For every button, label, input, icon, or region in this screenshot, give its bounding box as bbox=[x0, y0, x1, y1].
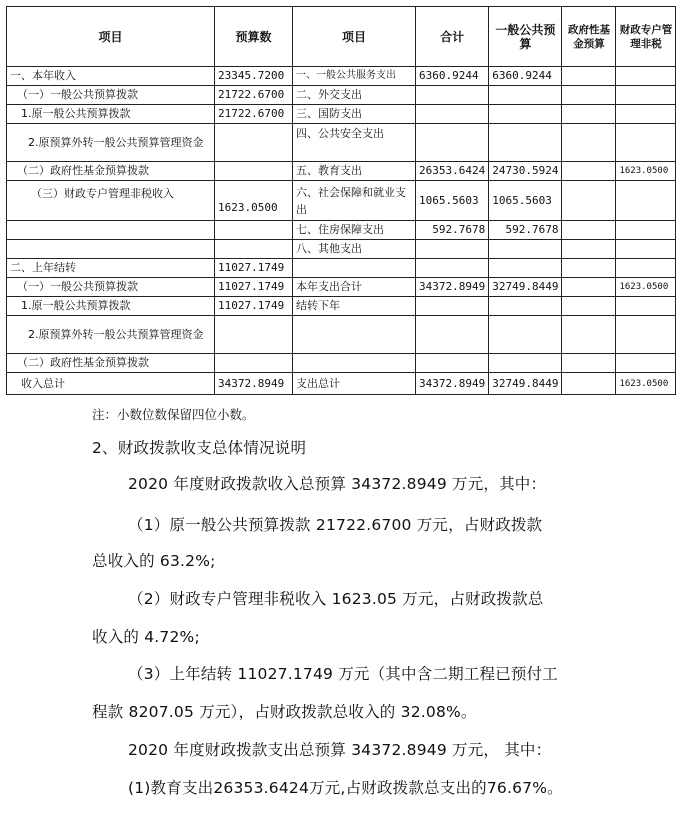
table-row bbox=[7, 297, 676, 316]
table-row bbox=[7, 259, 676, 278]
table-row bbox=[7, 105, 676, 124]
row-fund-value bbox=[562, 124, 616, 162]
row-general-value bbox=[489, 124, 562, 162]
row-income-label bbox=[7, 124, 215, 162]
row-budget-value: 21722.6700 bbox=[215, 105, 293, 124]
row-fund-value bbox=[562, 162, 616, 181]
row-general-value bbox=[489, 240, 562, 259]
row-total-value bbox=[416, 86, 489, 105]
row-expense-label bbox=[293, 354, 416, 373]
header-nontax: 财政专户管理非税 bbox=[616, 7, 676, 67]
income-item-3: （3）上年结转 11027.1749 万元（其中含二期工程已预付工 bbox=[128, 665, 558, 683]
row-budget-value bbox=[215, 162, 293, 181]
row-total-value bbox=[416, 297, 489, 316]
income-item-3-cont: 程款 8207.05 万元），占财政拨款总收入的 32.08%。 bbox=[92, 703, 477, 721]
row-income-label-text: 2.原预算外转一般公共预算管理资金 bbox=[28, 328, 204, 341]
income-summary: 2020 年度财政拨款收入总预算 34372.8949 万元，其中： bbox=[128, 475, 547, 493]
row-nontax-value bbox=[616, 297, 676, 316]
row-total-value: 6360.9244 bbox=[416, 67, 489, 86]
row-total-value: 34372.8949 bbox=[416, 278, 489, 297]
row-general-value: 32749.8449 bbox=[489, 278, 562, 297]
row-fund-value bbox=[562, 373, 616, 395]
table-row bbox=[7, 181, 676, 221]
row-fund-value bbox=[562, 354, 616, 373]
row-total-value bbox=[416, 354, 489, 373]
row-general-value bbox=[489, 105, 562, 124]
row-nontax-value bbox=[616, 354, 676, 373]
row-fund-value bbox=[562, 297, 616, 316]
row-expense-label bbox=[293, 259, 416, 278]
table-row bbox=[7, 67, 676, 86]
income-item-2: （2）财政专户管理非税收入 1623.05 万元，占财政拨款总 bbox=[128, 590, 544, 608]
row-expense-label bbox=[293, 316, 416, 354]
table-row bbox=[7, 354, 676, 373]
row-general-value: 32749.8449 bbox=[489, 373, 562, 395]
row-income-label: （一）一般公共预算拨款 bbox=[7, 86, 215, 105]
row-total-value bbox=[416, 105, 489, 124]
row-total-value: 34372.8949 bbox=[416, 373, 489, 395]
header-budget: 预算数 bbox=[215, 7, 293, 67]
table-row bbox=[7, 316, 676, 354]
row-nontax-value bbox=[616, 240, 676, 259]
row-general-value bbox=[489, 86, 562, 105]
row-expense-label: 结转下年 bbox=[293, 297, 416, 316]
row-expense-label: 六、社会保障和就业支出 bbox=[293, 181, 416, 221]
budget-table bbox=[6, 6, 676, 395]
row-expense-label: 四、公共安全支出 bbox=[293, 124, 416, 162]
row-nontax-value: 1623.0500 bbox=[616, 278, 676, 297]
row-budget-value: 11027.1749 bbox=[215, 278, 293, 297]
row-fund-value bbox=[562, 105, 616, 124]
table-row bbox=[7, 162, 676, 181]
row-nontax-value bbox=[616, 86, 676, 105]
row-budget-value bbox=[215, 221, 293, 240]
row-income-label bbox=[7, 221, 215, 240]
row-nontax-value bbox=[616, 259, 676, 278]
table-row bbox=[7, 373, 676, 395]
row-expense-label: 三、国防支出 bbox=[293, 105, 416, 124]
row-total-value bbox=[416, 259, 489, 278]
row-expense-label: 二、外交支出 bbox=[293, 86, 416, 105]
table-header-row bbox=[7, 7, 676, 67]
row-income-label: 收入总计 bbox=[7, 373, 215, 395]
row-nontax-value bbox=[616, 181, 676, 221]
row-total-value: 592.7678 bbox=[416, 221, 489, 240]
row-general-value bbox=[489, 259, 562, 278]
row-budget-value: 1623.0500 bbox=[215, 181, 293, 221]
row-nontax-value bbox=[616, 67, 676, 86]
table-row bbox=[7, 86, 676, 105]
row-nontax-value: 1623.0500 bbox=[616, 373, 676, 395]
row-income-label: （二）政府性基金预算拨款 bbox=[7, 162, 215, 181]
row-budget-value: 23345.7200 bbox=[215, 67, 293, 86]
row-income-label: 一、本年收入 bbox=[7, 67, 215, 86]
row-budget-value bbox=[215, 124, 293, 162]
row-fund-value bbox=[562, 86, 616, 105]
row-expense-label: 一、一般公共服务支出 bbox=[293, 67, 416, 86]
row-general-value bbox=[489, 316, 562, 354]
row-nontax-value bbox=[616, 316, 676, 354]
row-income-label: 二、上年结转 bbox=[7, 259, 215, 278]
header-general-budget: 一般公共预算 bbox=[489, 7, 562, 67]
row-fund-value bbox=[562, 67, 616, 86]
row-budget-value bbox=[215, 354, 293, 373]
row-income-label: 1.原一般公共预算拨款 bbox=[7, 297, 215, 316]
row-income-label-text: （三）财政专户管理非税收入 bbox=[31, 187, 174, 200]
row-income-label: （一）一般公共预算拨款 bbox=[7, 278, 215, 297]
income-item-1-cont: 总收入的 63.2%; bbox=[92, 552, 216, 570]
row-nontax-value: 1623.0500 bbox=[616, 162, 676, 181]
header-fund-budget: 政府性基金预算 bbox=[562, 7, 616, 67]
row-total-value bbox=[416, 124, 489, 162]
row-income-label bbox=[7, 181, 215, 221]
row-expense-label: 支出总计 bbox=[293, 373, 416, 395]
section-heading: 2、财政拨款收支总体情况说明 bbox=[92, 439, 307, 457]
row-general-value: 6360.9244 bbox=[489, 67, 562, 86]
row-income-label-text: 2.原预算外转一般公共预算管理资金 bbox=[28, 136, 204, 149]
table-row bbox=[7, 240, 676, 259]
row-expense-label: 五、教育支出 bbox=[293, 162, 416, 181]
row-general-value: 24730.5924 bbox=[489, 162, 562, 181]
row-general-value bbox=[489, 297, 562, 316]
row-budget-value bbox=[215, 316, 293, 354]
row-income-label: 1.原一般公共预算拨款 bbox=[7, 105, 215, 124]
header-total: 合计 bbox=[416, 7, 489, 67]
header-item-income: 项目 bbox=[7, 7, 215, 67]
row-nontax-value bbox=[616, 105, 676, 124]
row-fund-value bbox=[562, 259, 616, 278]
row-expense-label: 八、其他支出 bbox=[293, 240, 416, 259]
row-income-label: （二）政府性基金预算拨款 bbox=[7, 354, 215, 373]
row-general-value: 1065.5603 bbox=[489, 181, 562, 221]
expense-item-1: (1)教育支出26353.6424万元,占财政拨款总支出的76.67%。 bbox=[128, 779, 563, 797]
row-expense-label: 本年支出合计 bbox=[293, 278, 416, 297]
row-general-value: 592.7678 bbox=[489, 221, 562, 240]
header-item-expense: 项目 bbox=[293, 7, 416, 67]
row-fund-value bbox=[562, 181, 616, 221]
row-nontax-value bbox=[616, 221, 676, 240]
row-budget-value bbox=[215, 240, 293, 259]
row-budget-value: 11027.1749 bbox=[215, 259, 293, 278]
table-note: 注：小数位数保留四位小数。 bbox=[92, 407, 255, 422]
row-budget-value: 21722.6700 bbox=[215, 86, 293, 105]
row-general-value bbox=[489, 354, 562, 373]
income-item-1: （1）原一般公共预算拨款 21722.6700 万元，占财政拨款 bbox=[128, 516, 543, 534]
table-row bbox=[7, 221, 676, 240]
row-fund-value bbox=[562, 221, 616, 240]
row-total-value: 26353.6424 bbox=[416, 162, 489, 181]
row-nontax-value bbox=[616, 124, 676, 162]
row-budget-value: 11027.1749 bbox=[215, 297, 293, 316]
row-income-label bbox=[7, 240, 215, 259]
income-item-2-cont: 收入的 4.72%; bbox=[92, 628, 200, 646]
table-row bbox=[7, 278, 676, 297]
row-total-value bbox=[416, 316, 489, 354]
row-budget-value: 34372.8949 bbox=[215, 373, 293, 395]
row-expense-label: 七、住房保障支出 bbox=[293, 221, 416, 240]
expense-summary: 2020 年度财政拨款支出总预算 34372.8949 万元， 其中： bbox=[128, 741, 552, 759]
row-fund-value bbox=[562, 240, 616, 259]
row-fund-value bbox=[562, 316, 616, 354]
row-total-value: 1065.5603 bbox=[416, 181, 489, 221]
row-total-value bbox=[416, 240, 489, 259]
row-income-label bbox=[7, 316, 215, 354]
row-fund-value bbox=[562, 278, 616, 297]
table-row bbox=[7, 124, 676, 162]
